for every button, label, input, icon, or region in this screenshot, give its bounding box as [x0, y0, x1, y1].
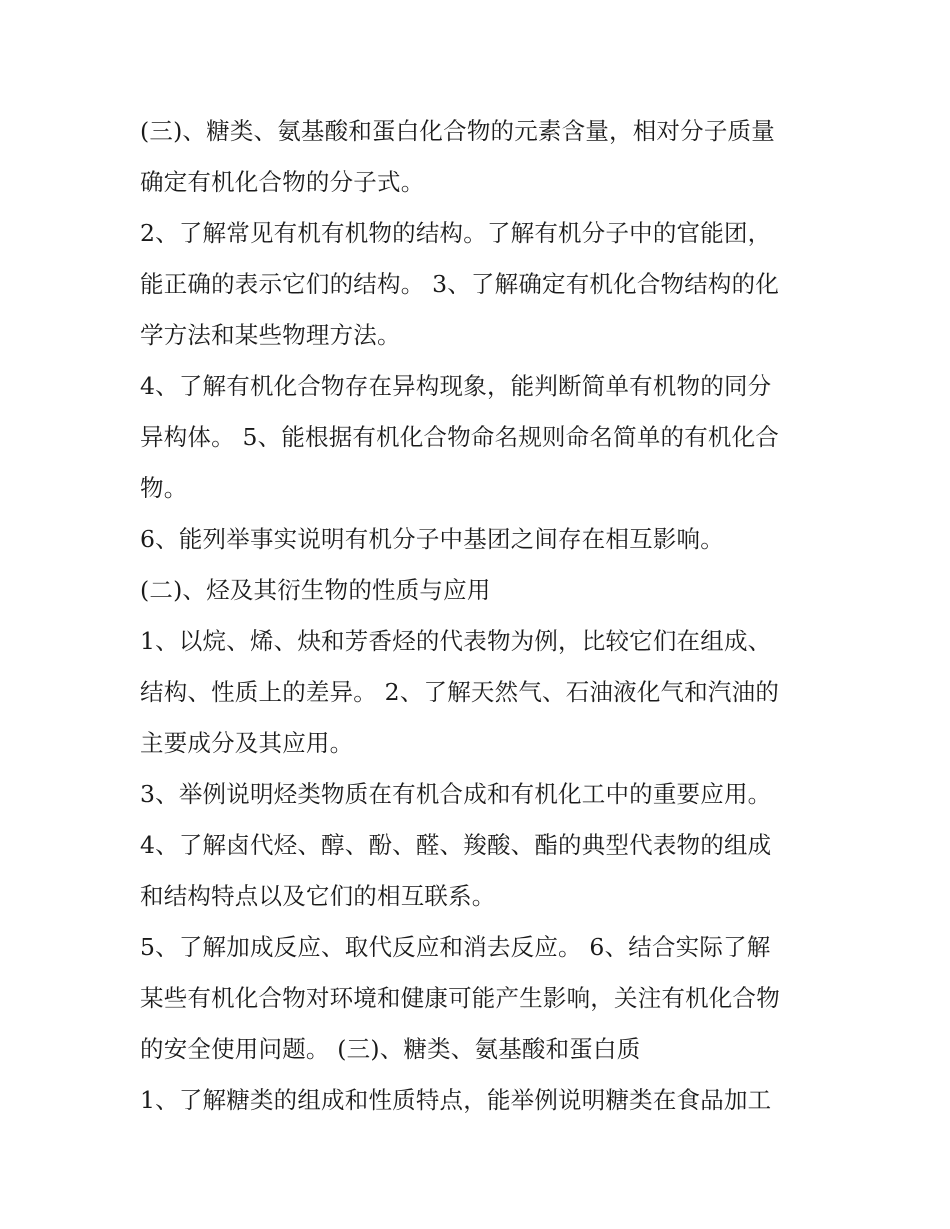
section-heading: (二)、烃及其衍生物的性质与应用 — [140, 576, 491, 604]
text-line: 学方法和某些物理方法。 — [140, 321, 401, 349]
text-line: 主要成分及其应用。 — [140, 729, 354, 757]
document-body — [140, 106, 820, 1126]
text-line: 能正确的表示它们的结构。 3、了解确定有机化合物结构的化 — [140, 270, 780, 298]
text-line: 4、了解卤代烃、醇、酚、醛、羧酸、酯的典型代表物的组成 — [140, 831, 772, 859]
text-line: 1、以烷、烯、炔和芳香烃的代表物为例，比较它们在组成、 — [140, 627, 772, 655]
text-line: 6、能列举事实说明有机分子中基团之间存在相互影响。 — [140, 525, 724, 553]
text-line: 异构体。 5、能根据有机化合物命名规则命名简单的有机化合 — [140, 423, 780, 451]
text-line: 和结构特点以及它们的相互联系。 — [140, 882, 496, 910]
text-line: 结构、性质上的差异。 2、了解天然气、石油液化气和汽油的 — [140, 678, 780, 706]
text-line: 3、举例说明烃类物质在有机合成和有机化工中的重要应用。 — [140, 780, 772, 808]
text-line: 某些有机化合物对环境和健康可能产生影响，关注有机化合物 — [140, 984, 780, 1012]
text-line: 2、了解常见有机有机物的结构。了解有机分子中的官能团， — [140, 219, 772, 247]
text-line: 4、了解有机化合物存在异构现象，能判断简单有机物的同分 — [140, 372, 772, 400]
text-line: 5、了解加成反应、取代反应和消去反应。 6、结合实际了解 — [140, 933, 771, 961]
text-line: 确定有机化合物的分子式。 — [140, 168, 425, 196]
text-line: 物。 — [140, 474, 188, 502]
text-line: 1、了解糖类的组成和性质特点，能举例说明糖类在食品加工 — [140, 1086, 772, 1114]
text-line: 的安全使用问题。 (三)、糖类、氨基酸和蛋白质 — [140, 1035, 641, 1063]
text-line: (三)、糖类、氨基酸和蛋白化合物的元素含量，相对分子质量 — [140, 117, 775, 145]
